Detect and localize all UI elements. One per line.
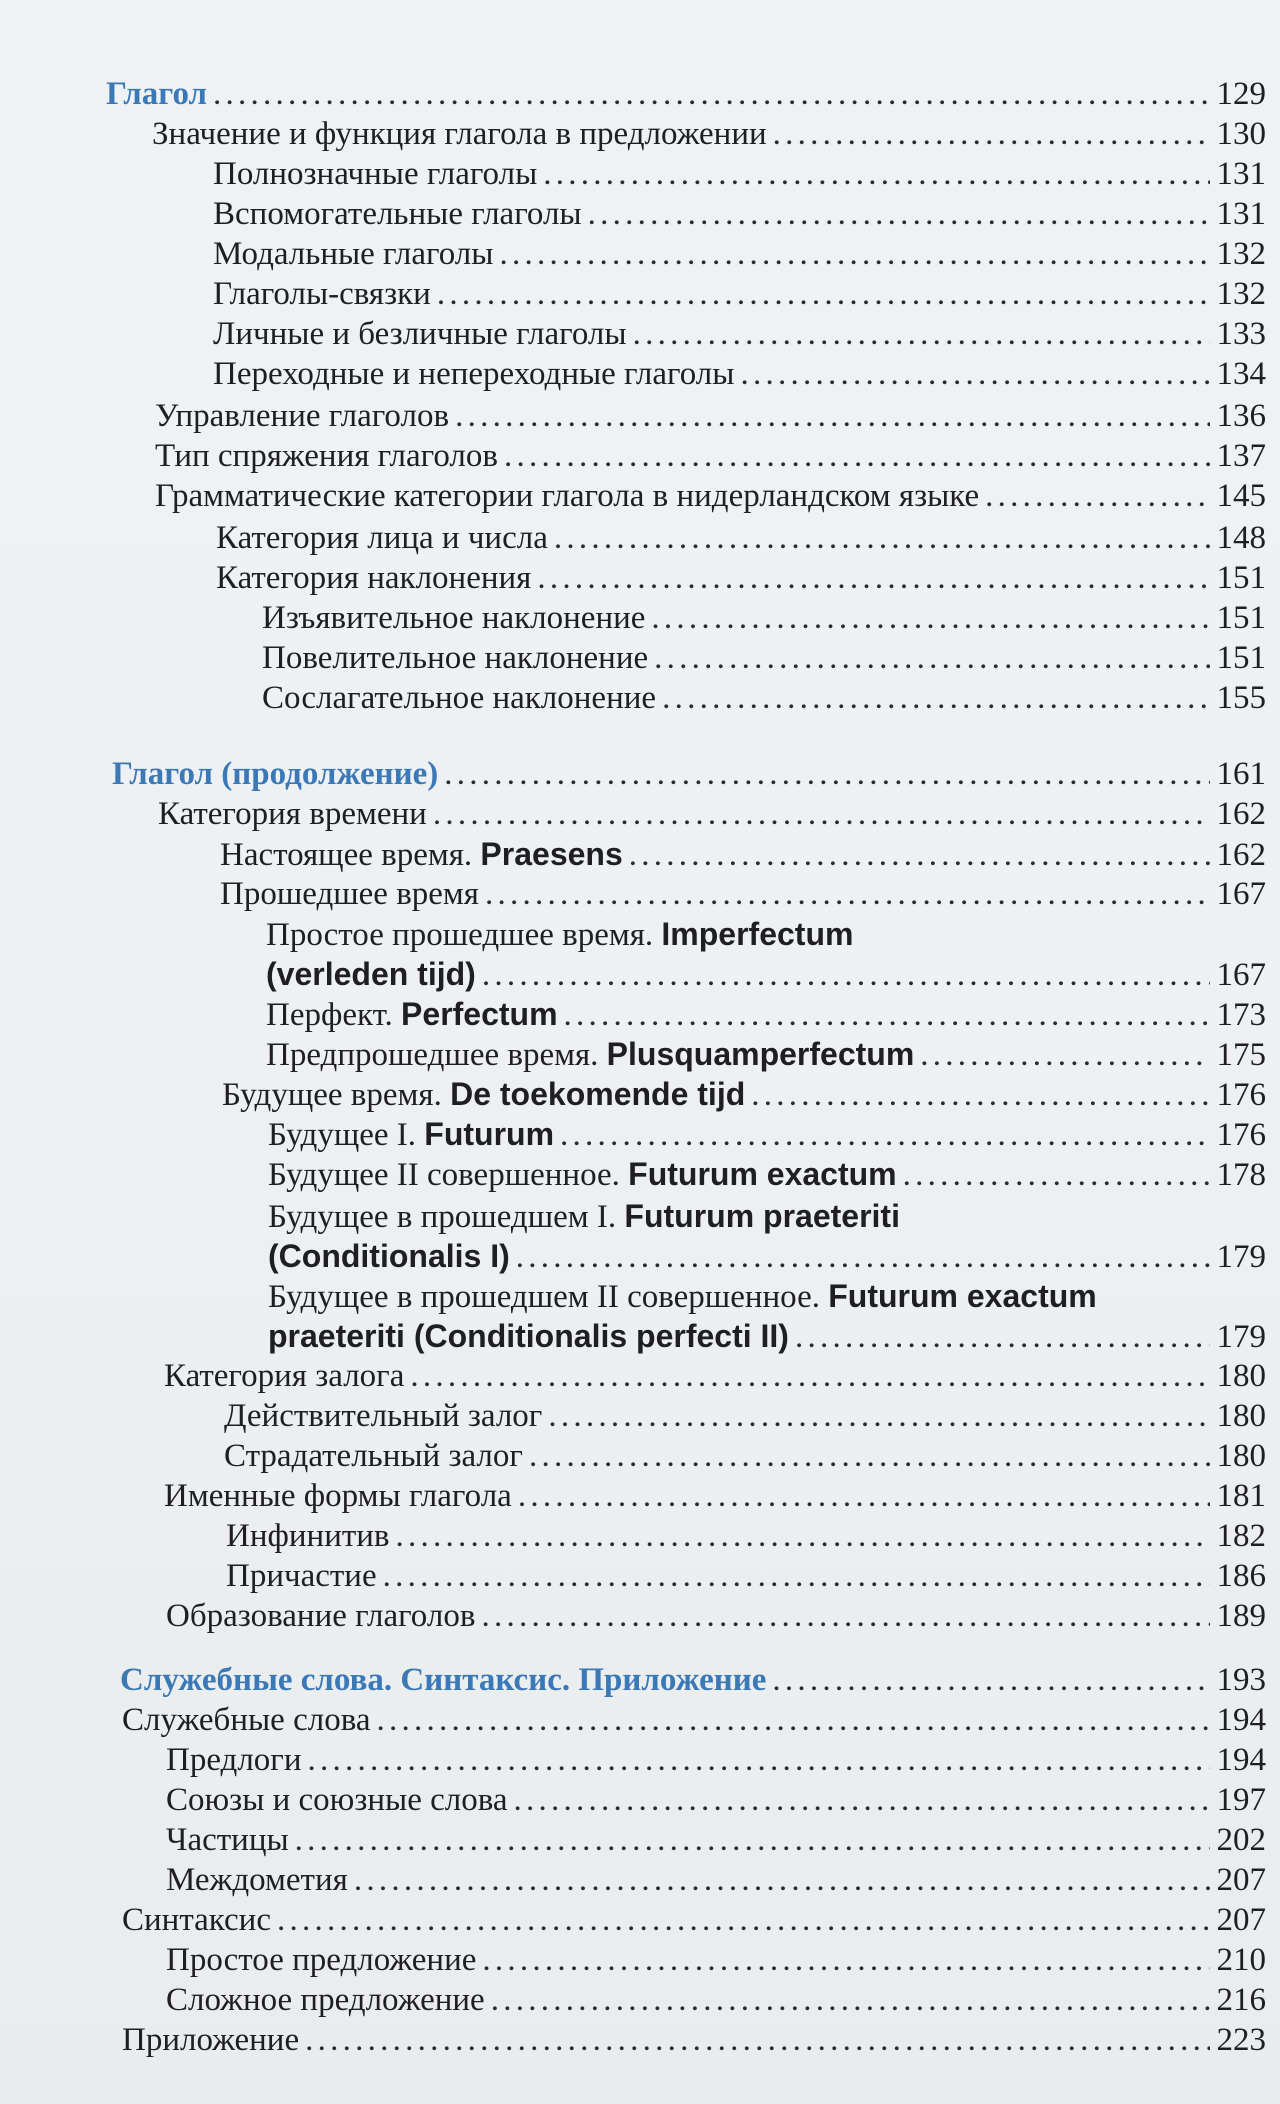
toc-page-number: 182 — [1216, 1518, 1266, 1554]
dot-leader — [504, 436, 1210, 476]
entry-term: Imperfectum — [661, 916, 854, 952]
dot-leader — [482, 955, 1210, 995]
toc-entry — [166, 1940, 1266, 1980]
toc-entry-title: Переходные и непереходные глаголы — [213, 356, 735, 392]
toc-entry-title: praeteriti (Conditionalis perfecti II) — [268, 1318, 789, 1354]
toc-entry-title: (verleden tijd) — [266, 956, 476, 992]
toc-entry-title: Служебные слова — [122, 1702, 371, 1738]
entry-term: De toekomende tijd — [450, 1076, 746, 1112]
toc-entry — [213, 354, 1266, 394]
dot-leader — [433, 794, 1210, 834]
toc-page-number: 129 — [1216, 76, 1266, 112]
toc-heading-title: Служебные слова. Синтаксис. Приложение — [120, 1662, 767, 1698]
toc-entry — [226, 1516, 1266, 1556]
toc-entry — [166, 1596, 1266, 1636]
toc-entry-title: Значение и функция глагола в предложении — [152, 116, 767, 152]
dot-leader — [518, 1476, 1210, 1516]
toc-heading — [106, 74, 1266, 114]
toc-entry — [262, 638, 1266, 678]
toc-entry — [268, 1154, 1266, 1194]
dot-leader — [383, 1556, 1210, 1596]
entry-term: Futurum exactum — [628, 1156, 897, 1192]
toc-entry — [152, 114, 1266, 154]
toc-entry-title: Синтаксис — [122, 1902, 271, 1938]
toc-entry-title: Управление глаголов — [155, 398, 450, 434]
dot-leader — [772, 1660, 1210, 1700]
dot-leader — [295, 1820, 1210, 1860]
toc-entry — [166, 1980, 1266, 2020]
toc-entry-title: Инфинитив — [226, 1518, 390, 1554]
toc-page-number: 162 — [1216, 796, 1266, 832]
toc-entry-title: Прошедшее время — [220, 876, 479, 912]
toc-page-number: 137 — [1216, 438, 1266, 474]
toc-entry-title: Сослагательное наклонение — [262, 680, 657, 716]
toc-entry — [213, 234, 1266, 274]
dot-leader — [516, 1237, 1210, 1277]
dot-leader — [588, 194, 1210, 234]
dot-leader — [481, 1596, 1210, 1636]
dot-leader — [437, 274, 1210, 314]
toc-page-number: 207 — [1216, 1902, 1266, 1938]
dot-leader — [548, 1396, 1210, 1436]
toc-page-number: 136 — [1216, 398, 1266, 434]
toc-entry-title: Предлоги — [166, 1742, 302, 1778]
toc-entry-title: Грамматические категории глагола в нидерландском языке — [155, 478, 980, 514]
dot-leader — [543, 154, 1210, 194]
toc-entry — [155, 476, 1266, 516]
toc-page-number: 210 — [1216, 1942, 1266, 1978]
entry-text: Простое прошедшее время. — [266, 917, 662, 953]
toc-entry-first-line — [268, 1196, 900, 1237]
dot-leader — [308, 1740, 1211, 1780]
toc-page-number: 180 — [1216, 1438, 1266, 1474]
toc-page-number: 179 — [1216, 1319, 1266, 1355]
toc-page-number: 132 — [1216, 236, 1266, 272]
dot-leader — [564, 995, 1210, 1035]
toc-entry — [166, 1820, 1266, 1860]
toc-page-number: 167 — [1216, 957, 1266, 993]
toc-entry-title: Личные и безличные глаголы — [213, 316, 627, 352]
toc-page-number: 216 — [1216, 1982, 1266, 2018]
toc-entry-title: Модальные глаголы — [213, 236, 494, 272]
dot-leader — [305, 2020, 1210, 2060]
toc-entry-title: Причастие — [226, 1558, 377, 1594]
toc-page-number: 161 — [1216, 756, 1266, 792]
toc-page-number: 132 — [1216, 276, 1266, 312]
entry-term: Praesens — [480, 836, 623, 872]
toc-entry-title: Категория времени — [158, 796, 427, 832]
toc-entry-title: Междометия — [166, 1862, 348, 1898]
toc-page-number: 131 — [1216, 156, 1266, 192]
toc-entry — [122, 2020, 1266, 2060]
toc-entry — [262, 678, 1266, 718]
toc-page-number: 178 — [1216, 1157, 1266, 1193]
dot-leader — [662, 678, 1210, 718]
toc-entry-title — [266, 994, 558, 1035]
dot-leader — [354, 1860, 1210, 1900]
dot-leader — [499, 234, 1210, 274]
toc-entry-first-line — [266, 914, 853, 955]
toc-entry-title: (Conditionalis I) — [268, 1238, 510, 1274]
toc-entry-title — [268, 1114, 554, 1155]
toc-page-number: 189 — [1216, 1598, 1266, 1634]
toc-entry — [224, 1396, 1266, 1436]
entry-text: Будущее в прошедшем II совершенное. — [268, 1279, 829, 1315]
toc-entry — [164, 1356, 1266, 1396]
toc-entry-title: Категория залога — [164, 1358, 405, 1394]
toc-entry-title: Образование глаголов — [166, 1598, 476, 1634]
dot-leader — [903, 1155, 1210, 1195]
dot-leader — [485, 874, 1210, 914]
toc-entry-title: Полнозначные глаголы — [213, 156, 538, 192]
toc-entry — [155, 436, 1266, 476]
toc-entry-title: Именные формы глагола — [164, 1478, 512, 1514]
toc-page-number: 131 — [1216, 196, 1266, 232]
toc-entry — [122, 1700, 1266, 1740]
dot-leader — [773, 114, 1210, 154]
toc-entry-title: Сложное предложение — [166, 1982, 485, 2018]
dot-leader — [651, 598, 1210, 638]
toc-page-number: 179 — [1216, 1239, 1266, 1275]
toc-heading — [120, 1660, 1266, 1700]
toc-page-number: 180 — [1216, 1398, 1266, 1434]
toc-entry — [266, 994, 1266, 1034]
toc-entry-title: Изъявительное наклонение — [262, 600, 646, 636]
entry-text: Будущее I. — [268, 1117, 425, 1153]
toc-entry-title — [222, 1074, 745, 1115]
dot-leader — [560, 1115, 1210, 1155]
toc-entry-title: Повелительное наклонение — [262, 640, 649, 676]
toc-page-number: 151 — [1216, 600, 1266, 636]
dot-leader — [985, 476, 1210, 516]
toc-entry-title: Частицы — [166, 1822, 289, 1858]
toc-entry-title — [220, 834, 623, 875]
toc-entry — [166, 1740, 1266, 1780]
toc-entry — [268, 1236, 1266, 1276]
toc-entry — [213, 274, 1266, 314]
dot-leader — [654, 638, 1210, 678]
toc-page-number: 151 — [1216, 560, 1266, 596]
toc-page-number: 151 — [1216, 640, 1266, 676]
toc-page-number: 130 — [1216, 116, 1266, 152]
toc-entry — [222, 1074, 1266, 1114]
dot-leader — [455, 396, 1210, 436]
toc-page-number: 133 — [1216, 316, 1266, 352]
entry-term: Perfectum — [401, 996, 558, 1032]
toc-page-number: 176 — [1216, 1077, 1266, 1113]
toc-page-number: 194 — [1216, 1742, 1266, 1778]
dot-leader — [537, 558, 1210, 598]
toc-entry — [266, 954, 1266, 994]
toc-entry-title: Приложение — [122, 2022, 300, 2058]
toc-page-number: 176 — [1216, 1117, 1266, 1153]
dot-leader — [444, 754, 1210, 794]
toc-entry-title: Вспомогательные глаголы — [213, 196, 582, 232]
dot-leader — [529, 1436, 1210, 1476]
toc-page-number: 162 — [1216, 837, 1266, 873]
toc-entry — [220, 874, 1266, 914]
toc-page-number: 181 — [1216, 1478, 1266, 1514]
toc-entry — [155, 396, 1266, 436]
entry-term: Futurum — [424, 1116, 555, 1152]
toc-heading-title: Глагол (продолжение) — [112, 756, 439, 792]
entry-text: Предпрошедшее время. — [266, 1037, 607, 1073]
toc-entry — [268, 1316, 1266, 1356]
toc-entry-title — [268, 1154, 897, 1195]
dot-leader — [277, 1900, 1210, 1940]
entry-text: Настоящее время. — [220, 837, 481, 873]
entry-text: Будущее II совершенное. — [268, 1157, 629, 1193]
toc-entry-title: Союзы и союзные слова — [166, 1782, 508, 1818]
toc-entry — [213, 314, 1266, 354]
dot-leader — [795, 1317, 1210, 1357]
toc-page-number: 148 — [1216, 520, 1266, 556]
dot-leader — [482, 1940, 1210, 1980]
dot-leader — [213, 74, 1210, 114]
toc-entry — [220, 834, 1266, 874]
dot-leader — [629, 835, 1210, 875]
dot-leader — [396, 1516, 1210, 1556]
entry-text: Будущее время. — [222, 1077, 451, 1113]
toc-page-number: 167 — [1216, 876, 1266, 912]
toc-entry — [166, 1780, 1266, 1820]
toc-page-number: 175 — [1216, 1037, 1266, 1073]
entry-text: Будущее в прошедшем I. — [268, 1199, 625, 1235]
dot-leader — [410, 1356, 1210, 1396]
toc-entry-title: Простое предложение — [166, 1942, 477, 1978]
toc-page-number: 180 — [1216, 1358, 1266, 1394]
toc-page-number: 145 — [1216, 478, 1266, 514]
dot-leader — [633, 314, 1210, 354]
dot-leader — [740, 354, 1210, 394]
toc-entry — [224, 1436, 1266, 1476]
entry-term: Futurum exactum — [828, 1278, 1097, 1314]
toc-page-number: 193 — [1216, 1662, 1266, 1698]
toc-page-number: 194 — [1216, 1702, 1266, 1738]
toc-entry-title: Действительный залог — [224, 1398, 543, 1434]
toc-entry-title: Категория лица и числа — [216, 520, 548, 556]
dot-leader — [376, 1700, 1210, 1740]
dot-leader — [491, 1980, 1210, 2020]
toc-entry — [262, 598, 1266, 638]
toc-entry — [213, 194, 1266, 234]
dot-leader — [514, 1780, 1210, 1820]
toc-page-number: 197 — [1216, 1782, 1266, 1818]
toc-page-number: 155 — [1216, 680, 1266, 716]
dot-leader — [554, 518, 1210, 558]
entry-term: Plusquamperfectum — [606, 1036, 915, 1072]
toc-entry — [226, 1556, 1266, 1596]
entry-term: Futurum praeteriti — [624, 1198, 900, 1234]
toc-page-number: 207 — [1216, 1862, 1266, 1898]
toc-page-number: 186 — [1216, 1558, 1266, 1594]
toc-heading — [112, 754, 1266, 794]
toc-entry — [216, 558, 1266, 598]
toc-entry — [268, 1114, 1266, 1154]
toc-entry-title: Тип спряжения глаголов — [155, 438, 498, 474]
dot-leader — [751, 1075, 1210, 1115]
toc-heading-title: Глагол — [106, 76, 208, 112]
toc-entry — [158, 794, 1266, 834]
toc-entry — [164, 1476, 1266, 1516]
toc-entry — [166, 1860, 1266, 1900]
toc-entry-title — [266, 1034, 914, 1075]
dot-leader — [920, 1035, 1210, 1075]
toc-entry-title: Категория наклонения — [216, 560, 532, 596]
toc-entry — [122, 1900, 1266, 1940]
toc-page-number: 134 — [1216, 356, 1266, 392]
toc-entry — [266, 1034, 1266, 1074]
toc-entry — [213, 154, 1266, 194]
toc-page-number: 173 — [1216, 997, 1266, 1033]
toc-entry — [216, 518, 1266, 558]
toc-page-number: 202 — [1216, 1822, 1266, 1858]
toc-page-number: 223 — [1216, 2022, 1266, 2058]
toc-entry-title: Глаголы-связки — [213, 276, 431, 312]
toc-entry-first-line — [268, 1276, 1097, 1317]
entry-text: Перфект. — [266, 997, 402, 1033]
toc-entry-title: Страдательный залог — [224, 1438, 523, 1474]
